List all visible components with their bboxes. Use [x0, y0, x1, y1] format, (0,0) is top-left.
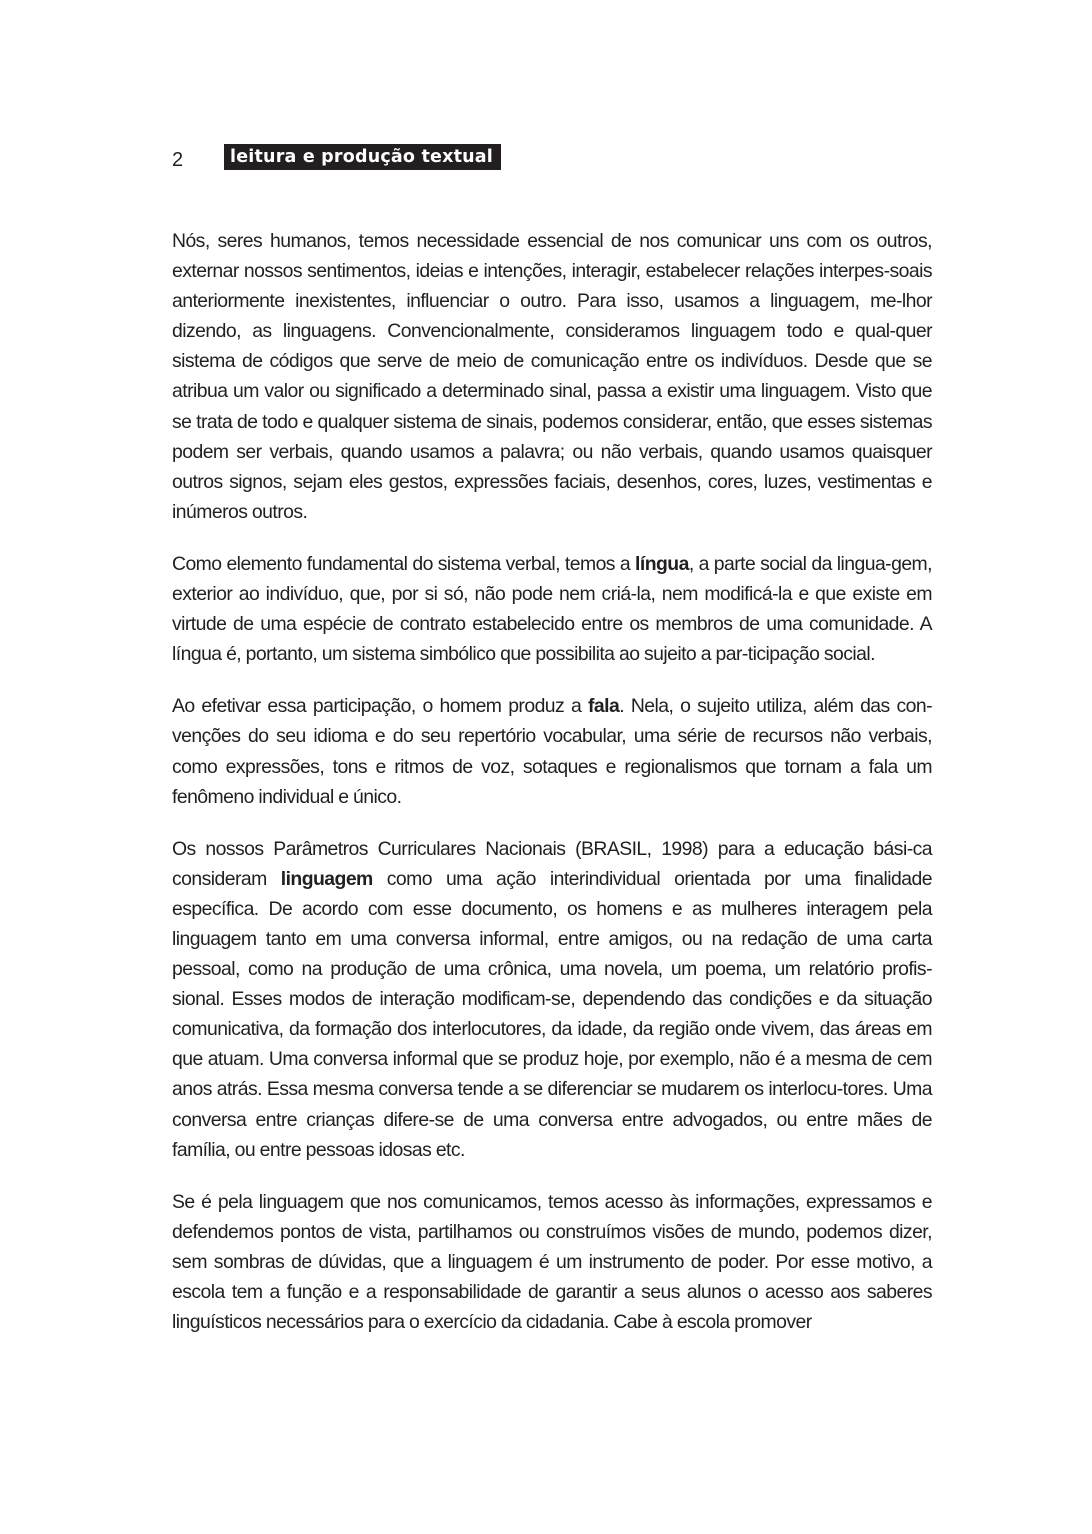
paragraph-text: como uma ação interindividual orientada por uma finalidade específica. De acordo com esse documento, os homens e as mulheres interagem pela linguagem tanto em uma conversa informal, entre amigos, ou na redação de uma carta pessoal, como na produção de uma crônica, uma novela, um poema, um relatório profis-sional. Esses modos de interação modificam-se, dependendo das condições e da situação comunicativa, da formação dos interlocutores, da idade, da região onde vivem, das áreas em que atuam. Uma conversa informal que se produz hoje, por exemplo, não é a mesma de cem anos atrás. Essa mesma conversa tende a se diferenciar se mudarem os interlocu-tores. Uma conversa entre crianças difere-se de uma conversa entre advogados, ou entre mães de família, ou entre pessoas idosas etc. — [172, 867, 932, 1161]
body-text — [172, 226, 932, 1359]
paragraph — [172, 834, 932, 1165]
paragraph-text: Ao efetivar essa participação, o homem produz a — [172, 695, 588, 718]
emphasized-term: fala — [587, 695, 620, 718]
running-title: leitura e produção textual — [224, 144, 501, 170]
page-number: 2 — [172, 149, 184, 171]
emphasized-term: linguagem — [280, 867, 373, 890]
emphasized-term: língua — [635, 552, 689, 575]
paragraph-text: Se é pela linguagem que nos comunicamos, temos acesso às informações, expressamos e defendemos pontos de vista, partilhamos ou construímos visões de mundo, podemos dizer, sem sombras de dúvidas, que a linguagem é um instrumento de poder. Por esse motivo, a escola tem a função e a responsabilidade de garantir a seus alunos o acesso aos saberes linguísticos necessários para o exercício da cidadania. Cabe à escola promover — [172, 1190, 932, 1334]
paragraph-text: Nós, seres humanos, temos necessidade essencial de nos comunicar uns com os outros, externar nossos sentimentos, ideias e intenções, interagir, estabelecer relações interpes-soais anteriormente inexistentes, influenciar o outro. Para isso, usamos a linguagem, me-lhor dizendo, as linguagens. Convencionalmente, consideramos linguagem todo e qual-quer sistema de códigos que serve de meio de comunicação entre os indivíduos. Desde que se atribua um valor ou significado a determinado sinal, passa a existir uma linguagem. Visto que se trata de todo e qualquer sistema de sinais, podemos considerar, então, que esses sistemas podem ser verbais, quando usamos a palavra; ou não verbais, quando usamos quaisquer outros signos, sejam eles gestos, expressões faciais, desenhos, cores, luzes, vestimentas e inúmeros outros. — [172, 230, 932, 523]
page-header — [172, 141, 501, 172]
paragraph — [172, 226, 932, 527]
paragraph — [172, 691, 932, 811]
paragraph-text: . Nela, o sujeito utiliza, além das con-venções do seu idioma e do seu repertório vocabular, uma série de recursos não verbais, como expressões, tons e ritmos de voz, sotaques e regionalismos que tornam a fala um fenômeno individual e único. — [172, 695, 932, 808]
paragraph — [172, 1187, 932, 1337]
paragraph-text: Como elemento fundamental do sistema verbal, temos a — [172, 552, 636, 575]
paragraph — [172, 549, 932, 669]
paragraph-text: , a parte social da lingua-gem, exterior ao indivíduo, que, por si só, não pode nem criá-la, nem modificá-la e que existe em virtude de uma espécie de contrato estabelecido entre os membros de uma comunidade. A língua é, portanto, um sistema simbólico que possibilita ao sujeito a par-ticipação social. — [172, 552, 933, 666]
paragraph-text: Os nossos Parâmetros Curriculares Nacionais (BRASIL, 1998) para a educação bási-ca consideram — [172, 837, 932, 890]
